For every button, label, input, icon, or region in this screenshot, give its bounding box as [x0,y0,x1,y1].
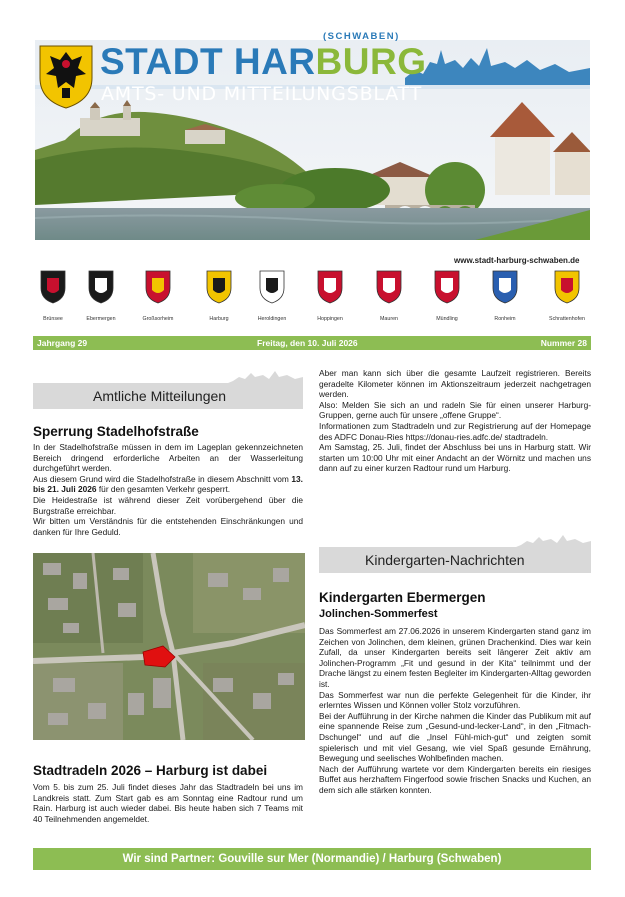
grosssorheim-crest-icon [145,270,171,304]
article-body: Das Sommerfest am 27.06.2026 in unserem Kindergarten stand ganz im Zeichen von Jolinchen, dem kleinen, grünen Drachenkind. Dies war kein Zufall, da unser Kindergarten bereits seit längerer Zeit aktiv am Jolinchen-Programm „Fit und gesund in der Kita“ teilnimmt und der Drache längst zu einem festen Begleiter im Kindergarten-Alltag geworden ist. Das Sommerfest war nun die perfekte Gelegenheit für die Kinder, ihr erlerntes Wissen und Können voller Stolz vorzuführen. Bei der Aufführung in der Kirche nahmen die Kinder das Publikum mit auf eine spannende Reise zum „Gesund-und-lecker-Land“, in den „Fitmach-Dschungel“ und auf die „Insel Fühl-mich-gut“ und zeigten somit spielerisch und mit viel Gesang, wie viel Spaß gesunde Ernährung, Bewegung und seelisches Wohlbefinden machen. Nach der Aufführung wartete vor dem Kindergarten bereits ein riesiges Buffet aus herzhaftem Fingerfood sowie frischen Snacks und Kuchen, an dem sich alle stärken konnten. [319,626,591,795]
hoppingen-crest-icon [317,270,343,304]
crest-label: Großsorheim [142,316,174,322]
crest-label: Brünsee [43,316,63,322]
article-body-continued: Aber man kann sich über die gesamte Laufzeit registrieren. Bereits geradelte Kilometer können im Aktionszeitraum jederzeit nachgetragen werden. Also: Melden Sie sich an und radeln Sie für einen unserer Harburg-Gruppen, gerne auch für unsere „offene Gruppe“. Informationen zum Stadtradeln und zur Registrierung auf der Homepage des ADFC Donau-Ries https://donau-ries.adfc.de/ stadtradeln. Am Samstag, 25. Juli, findet der Abschluss bei uns in Harburg statt. Wir starten um 10:00 Uhr mit einer Andacht an der Wörnitz und machen uns dann auf zu einer kurzen Radtour rund um Harburg. [319,368,591,474]
crest-label: Mündling [436,316,458,322]
heroldingen-crest-icon [259,270,285,304]
schrattenhofen-crest-icon [554,270,580,304]
region-label: (SCHWABEN) [323,31,400,42]
harburg-coat-of-arms-icon [38,44,94,110]
crest-label: Heroldingen [257,316,287,322]
crest-label: Schrattenhofen [549,316,585,322]
brünsee-crest-icon [40,270,66,304]
article-title: Stadtradeln 2026 – Harburg ist dabei [33,763,268,778]
section-title: Amtliche Mitteilungen [93,388,227,404]
crest-label: Mauren [380,316,398,322]
issue-number: Nummer 28 [540,337,587,348]
masthead-subtitle: AMTS- UND MITTEILUNGSBLATT [101,83,423,105]
crest-label: Hoppingen [317,316,343,322]
article-subtitle: Jolinchen-Sommerfest [319,608,438,620]
article-body: In der Stadelhofstraße müssen in dem im Lageplan gekennzeichneten Bereich dringend erforderliche Arbeiten an der Wasserleitung durchgeführt werden. Aus diesem Grund wird die Stadelhofstraße in diesem Abschnitt vom 13. bis 21. Juli 2026 für den gesamten Verkehr gesperrt. Die Heidestraße ist während dieser Zeit vorübergehend über die Burgstraße erreichbar. Wir bitten um Verständnis für die entstehenden Einschränkungen und danken für Ihre Geduld. [33,442,303,537]
section-banner-amtliche [33,383,303,409]
section-banner-kindergarten [319,547,591,573]
masthead-title: STADT HARBURG [100,41,427,82]
mauren-crest-icon [376,270,402,304]
ronheim-crest-icon [492,270,518,304]
muendling-crest-icon [434,270,460,304]
issue-info-bar [33,336,591,350]
crest-label: Ronheim [494,316,516,322]
issue-date: Freitag, den 10. Juli 2026 [257,337,358,348]
article-body: Vom 5. bis zum 25. Juli findet dieses Jahr das Stadtradeln bei uns im Landkreis statt. Zum Start gab es am Sonntag eine Radtour rund um Rain. Harburg ist auch wieder dabei. Bis heute haben sich 7 Teams mit 40 Teilnehmenden angemeldet. [33,782,303,824]
volume-label: Jahrgang 29 [37,337,88,348]
website-url[interactable]: www.stadt-harburg-schwaben.de [454,256,580,265]
ebermergen-crest-icon [88,270,114,304]
partner-footer: Wir sind Partner: Gouville sur Mer (Normandie) / Harburg (Schwaben) [33,848,591,870]
section-title: Kindergarten-Nachrichten [365,552,525,568]
crest-label: Harburg [209,316,229,322]
crest-label: Ebermergen [86,316,116,322]
article-title: Kindergarten Ebermergen [319,590,486,605]
castle-silhouette-icon [511,533,591,549]
article-title: Sperrung Stadelhofstraße [33,424,199,439]
castle-silhouette-icon [223,369,303,385]
harburg-crest-icon [206,270,232,304]
site-plan-map [33,553,305,740]
